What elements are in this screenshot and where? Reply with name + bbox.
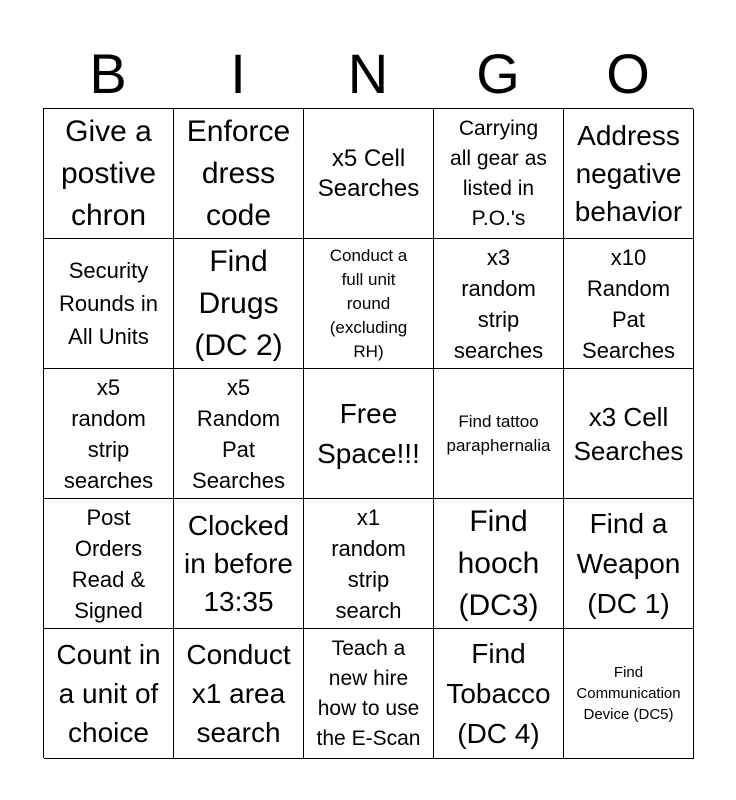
bingo-cell[interactable]: Clocked in before 13:35 [174, 499, 304, 629]
bingo-cell[interactable]: Find Tobacco (DC 4) [434, 629, 564, 759]
bingo-cell[interactable]: Find Communication Device (DC5) [564, 629, 694, 759]
bingo-cell[interactable]: x5 random strip searches [44, 369, 174, 499]
bingo-cell[interactable]: x1 random strip search [304, 499, 434, 629]
bingo-cell[interactable]: Carrying all gear as listed in P.O.'s [434, 109, 564, 239]
bingo-cell[interactable]: Enforce dress code [174, 109, 304, 239]
bingo-cell[interactable]: Find Drugs (DC 2) [174, 239, 304, 369]
bingo-cell[interactable]: Free Space!!! [304, 369, 434, 499]
bingo-cell[interactable]: Teach a new hire how to use the E-Scan [304, 629, 434, 759]
bingo-cell[interactable]: Security Rounds in All Units [44, 239, 174, 369]
bingo-cell[interactable]: Post Orders Read & Signed [44, 499, 174, 629]
bingo-cell[interactable]: Give a postive chron [44, 109, 174, 239]
bingo-cell[interactable]: x5 Cell Searches [304, 109, 434, 239]
bingo-cell[interactable]: x3 random strip searches [434, 239, 564, 369]
header-letter-b: B [89, 42, 127, 105]
bingo-cell[interactable]: x10 Random Pat Searches [564, 239, 694, 369]
bingo-cell[interactable]: Count in a unit of choice [44, 629, 174, 759]
bingo-cell[interactable]: x3 Cell Searches [564, 369, 694, 499]
bingo-cell[interactable]: Find tattoo paraphernalia [434, 369, 564, 499]
bingo-board [43, 108, 693, 758]
header-letter-n: N [347, 42, 389, 105]
bingo-cell[interactable]: x5 Random Pat Searches [174, 369, 304, 499]
bingo-cell[interactable]: Find a Weapon (DC 1) [564, 499, 694, 629]
header-letter-o: O [606, 42, 650, 105]
bingo-cell[interactable]: Conduct a full unit round (excluding RH) [304, 239, 434, 369]
bingo-cell[interactable]: Address negative behavior [564, 109, 694, 239]
header-letter-g: G [476, 42, 520, 105]
bingo-header [43, 40, 693, 108]
bingo-cell[interactable]: Find hooch (DC3) [434, 499, 564, 629]
header-letter-i: I [230, 42, 246, 105]
bingo-cell[interactable]: Conduct x1 area search [174, 629, 304, 759]
